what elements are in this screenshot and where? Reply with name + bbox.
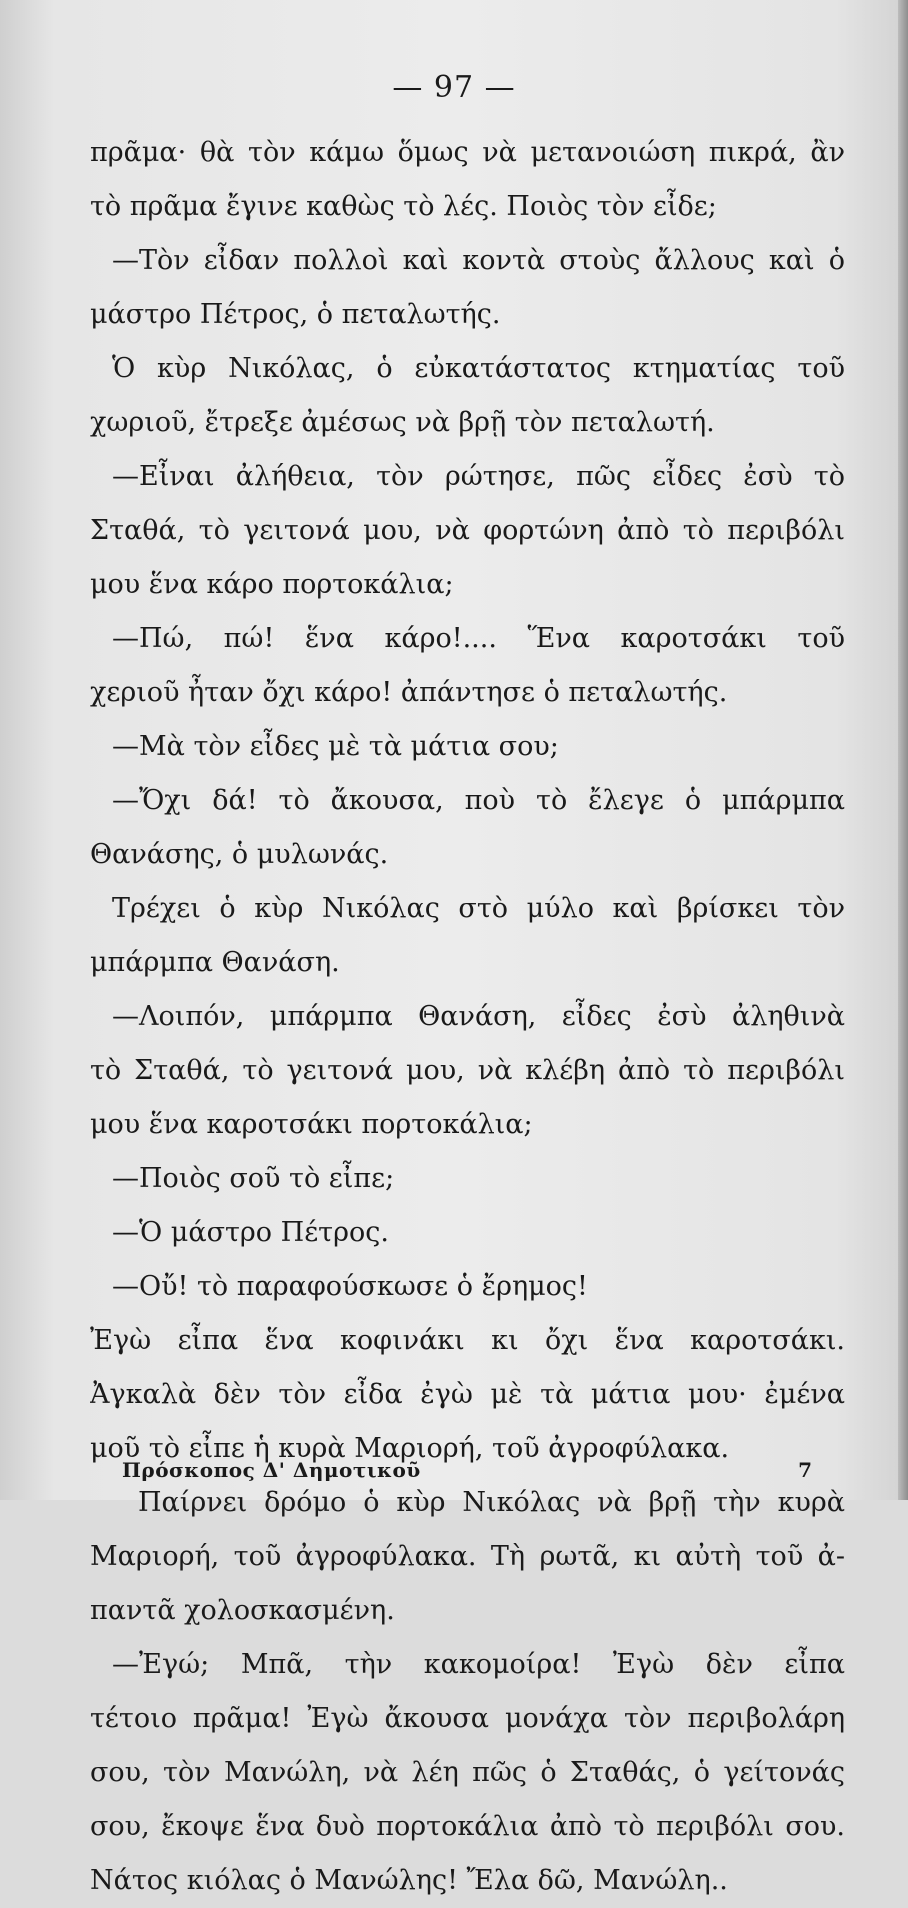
text-line: —Μὰ τὸν εἶδες μὲ τὰ μάτια σου;	[112, 731, 559, 762]
text-line: μου ἕνα κάρο πορτοκάλια;	[90, 569, 454, 600]
text-line: —Οὔ! τὸ παραφούσκωσε ὁ ἔρημος!	[112, 1271, 588, 1302]
text-line: σου, ἔκοψε ἕνα δυὸ πορτοκάλια ἀπὸ τὸ περιβόλι σου.	[90, 1811, 845, 1842]
text-line: —Πώ, πώ! ἕνα κάρο!.... Ἕνα καροτσάκι τοῦ	[112, 623, 845, 654]
text-line: Ὁ κὺρ Νικόλας, ὁ εὐκατάστατος κτηματίας τοῦ	[112, 353, 845, 384]
text-line: —Λοιπόν, μπάρμπα Θανάση, εἶδες ἐσὺ ἀληθινὰ	[112, 1001, 845, 1032]
text-line: χεριοῦ ἦταν ὄχι κάρο! ἀπάντησε ὁ πεταλωτής.	[90, 677, 728, 708]
text-line: Νάτος κιόλας ὁ Μανώλης! Ἔλα δῶ, Μανώλη..	[90, 1865, 728, 1896]
text-line: —Ὁ μάστρο Πέτρος.	[112, 1217, 389, 1248]
text-line: Σταθά, τὸ γειτονά μου, νὰ φορτώνη ἀπὸ τὸ περιβόλι	[90, 515, 845, 546]
text-line: Μαριορή, τοῦ ἀγροφύλακα. Τὴ ρωτᾶ, κι αὐτὴ τοῦ ἀ-	[90, 1541, 845, 1572]
body-text	[90, 126, 845, 1908]
text-line: Θανάσης, ὁ μυλωνάς.	[90, 839, 389, 870]
page-edge-shadow	[898, 0, 908, 1500]
text-line: Τρέχει ὁ κὺρ Νικόλας στὸ μύλο καὶ βρίσκει τὸν	[112, 893, 845, 924]
text-line: Παίρνει δρόμο ὁ κὺρ Νικόλας νὰ βρῇ τὴν κυρὰ	[138, 1487, 845, 1518]
page-number: — 97 —	[392, 70, 516, 105]
text-line: —Ποιὸς σοῦ τὸ εἶπε;	[112, 1163, 395, 1194]
text-line: παντᾶ χολοσκασμένη.	[90, 1595, 395, 1626]
text-line: τὸ πρᾶμα ἔγινε καθὼς τὸ λές. Ποιὸς τὸν εἶδε;	[90, 191, 717, 222]
footer-signature-number: 7	[798, 1458, 812, 1482]
text-line: χωριοῦ, ἔτρεξε ἀμέσως νὰ βρῇ τὸν πεταλωτή.	[90, 407, 715, 438]
text-line: Ἀγκαλὰ δὲν τὸν εἶδα ἐγὼ μὲ τὰ μάτια μου· ἐμένα	[90, 1379, 845, 1410]
text-line: —Ὄχι δά! τὸ ἄκουσα, ποὺ τὸ ἔλεγε ὁ μπάρμπα	[112, 785, 845, 816]
text-line: —Εἶναι ἀλήθεια, τὸν ρώτησε, πῶς εἶδες ἐσὺ τὸ	[112, 461, 845, 492]
text-line: μάστρο Πέτρος, ὁ πεταλωτής.	[90, 299, 501, 330]
text-line: μπάρμπα Θανάση.	[90, 947, 340, 978]
text-line: Ἐγὼ εἶπα ἕνα κοφινάκι κι ὄχι ἕνα καροτσάκι.	[90, 1325, 845, 1356]
text-line: πρᾶμα· θὰ τὸν κάμω ὅμως νὰ μετανοιώση πικρά, ἂν	[90, 137, 845, 168]
text-line: —Τὸν εἶδαν πολλοὶ καὶ κοντὰ στοὺς ἄλλους καὶ ὁ	[112, 245, 845, 276]
text-line: τὸ Σταθά, τὸ γειτονά μου, νὰ κλέβη ἀπὸ τὸ περιβόλι	[90, 1055, 845, 1086]
footer-book-title: Πρόσκοπος Δ' Δημοτικοῦ	[122, 1458, 421, 1482]
text-line: τέτοιο πρᾶμα! Ἐγὼ ἄκουσα μονάχα τὸν περιβολάρη	[90, 1703, 845, 1734]
text-line: μου ἕνα καροτσάκι πορτοκάλια;	[90, 1109, 533, 1140]
text-line: —Ἐγώ; Μπᾶ, τὴν κακομοίρα! Ἐγὼ δὲν εἶπα	[112, 1649, 845, 1680]
text-line: μοῦ τὸ εἶπε ἡ κυρὰ Μαριορή, τοῦ ἀγροφύλακα.	[90, 1433, 730, 1464]
text-line: σου, τὸν Μανώλη, νὰ λέη πῶς ὁ Σταθάς, ὁ γείτονάς	[90, 1757, 845, 1788]
